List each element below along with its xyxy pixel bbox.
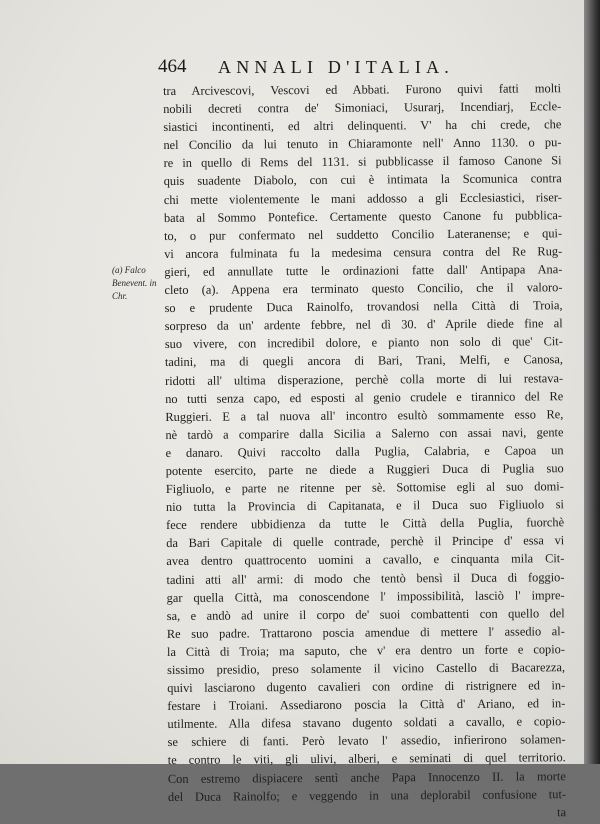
marginal-note-line: (a) Falco: [112, 265, 146, 275]
book-spine-shadow: [584, 0, 600, 764]
text-line: bata al Sommo Pontefice. Certamente questo Canone fu pubblica-: [163, 207, 562, 225]
page-number: 464: [158, 56, 187, 77]
body-text: [163, 79, 566, 824]
text-line: cleto (a). Appena era terminato questo Concilio, che il valoro-: [164, 280, 563, 298]
text-line: se schiere di fanti. Però levato l' assedio, infierirono solamen-: [167, 732, 566, 750]
text-line: sorpreso da un' ardente febbre, nel dì 30. d' Aprile diede fine al: [164, 316, 563, 334]
text-line: sissimo presidio, preso solamente il vicino Castello di Bacarezza,: [167, 660, 566, 677]
text-line: nobili decreti contra de' Simoniaci, Usurarj, Incendiarj, Eccle-: [163, 99, 562, 117]
text-line: quivi lasciarono dugento cavalieri con ordine di ristrignere ed in-: [167, 678, 566, 696]
text-line: gar quella Città, ma conoscendone l' impossibilità, lasciò l' impre-: [166, 587, 565, 605]
text-line: del Duca Rainolfo; e veggendo in una deplorabil confusione tut-: [167, 786, 567, 804]
text-line: nio tutta la Provincia di Capitanata, e il Duca suo Figliuolo si: [165, 497, 565, 515]
text-line: siastici incontinenti, ed altri delinquenti. V' ha chi crede, che: [163, 117, 562, 135]
text-line: te contro le viti, gli ulivi, alberi, e seminati di quel territorio.: [167, 750, 566, 768]
text-line: so e prudente Duca Rainolfo, trovandosi nella Città di Troia,: [164, 298, 563, 316]
text-line: tadini, ma di quegli ancora di Bari, Trani, Melfi, e Canosa,: [164, 352, 563, 370]
text-line: tra Arcivescovi, Vescovi ed Abbati. Furono quivi fatti molti: [163, 81, 562, 98]
text-line: utilmente. Alla difesa stavano dugento soldati a cavallo, e copio-: [167, 714, 566, 732]
text-line: la Città di Troia; ma saputo, che v' era dentro un forte e copio-: [166, 642, 566, 659]
text-line: avea dentro quattrocento uomini a cavallo, e cinquanta mila Cit-: [166, 551, 565, 569]
marginal-note-line: Chr.: [112, 291, 128, 301]
text-line: sa, e andò ad unire il corpo de' suoi combattenti con quello del: [166, 605, 565, 623]
text-line: Con estremo dispiacere sentì anche Papa Innocenzo II. la morte: [167, 768, 566, 786]
text-line: quis suadente Diabolo, con cui è intimata la Scomunica contra: [163, 171, 562, 189]
text-line: re in quello di Rems del 1131. si pubblicasse il famoso Canone Si: [163, 153, 562, 171]
text-line: tadini atti all' armi: di modo che tentò bensì il Duca di foggio-: [166, 569, 565, 587]
text-line: fece rendere ubbidienza da tutte le Città della Puglia, fuorchè: [166, 515, 565, 533]
text-line: Re suo padre. Trattarono poscia amendue di mettere l' assedio al-: [166, 624, 565, 641]
text-line: vi ancora fulminata fu la medesima censura contra del Re Rug-: [164, 244, 563, 261]
running-title: ANNALI D'ITALIA.: [218, 57, 454, 77]
text-line: suo vivere, con incredibil dolore, e pianto non solo di que' Cit-: [164, 334, 563, 352]
catchword: ta: [557, 804, 567, 820]
text-line: to, o pur confermato nel suddetto Concilio Lateranense; e qui-: [164, 225, 563, 243]
text-line: gieri, ed annullate tutte le ordinazioni fatte dall' Antipapa Ana-: [164, 262, 563, 279]
marginal-note-line: Benevent. in: [112, 278, 157, 288]
text-line: nel Concilio da lui tenuto in Chiaramonte nell' Anno 1130. o pu-: [163, 135, 562, 153]
page-header: [158, 56, 480, 80]
text-line: da Bari Capitale di quelle contrade, perchè il Principe d' essa vi: [166, 533, 565, 551]
text-line: nè tardò a comparire dalla Sicilia a Salerno con assai navi, gente: [165, 424, 564, 442]
text-line: no tutti senza capo, ed esposti al genio crudele e tirannico del Re: [165, 388, 564, 406]
text-line: potente esercito, parte ne diede a Ruggieri Duca di Puglia suo: [165, 461, 564, 478]
text-line: Ruggieri. E a tal nuova all' incontro esultò sommamente esso Re,: [165, 406, 564, 424]
marginal-note: [112, 264, 166, 303]
text-line: chi mette violentemente le mani addosso a gli Ecclesiastici, riser-: [163, 189, 562, 207]
text-line: festare i Troiani. Assediarono poscia la Città d' Ariano, ed in-: [167, 696, 566, 714]
text-line: ridotti all' ultima disperazione, perchè colla morte di lui restava-: [165, 370, 564, 388]
text-line: e danaro. Quivi raccolto dalla Puglia, Calabria, e Capoa un: [165, 443, 564, 460]
text-line: Figliuolo, e parte ne ritenne per sè. Sottomise egli al suo domi-: [165, 479, 564, 497]
